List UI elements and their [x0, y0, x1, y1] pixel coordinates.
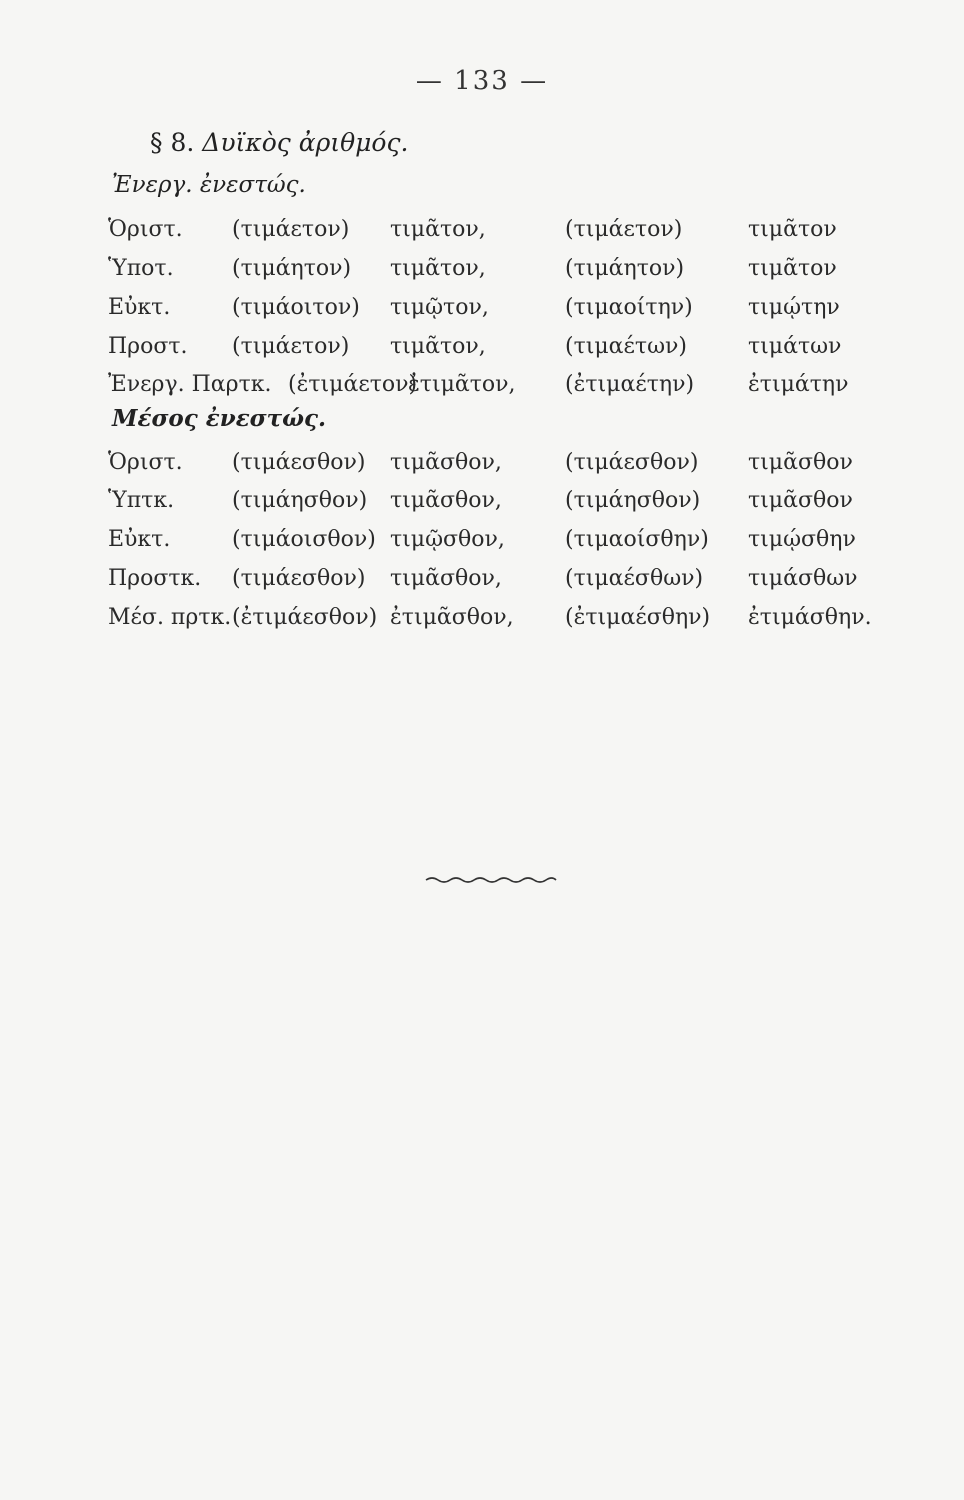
section-heading	[150, 128, 408, 157]
contracted-form: τιμᾶσθον,	[390, 566, 502, 591]
uncontracted-form: (τιμαέσθων)	[565, 566, 704, 591]
uncontracted-form: (τιμάητον)	[232, 256, 352, 281]
middle-voice-heading: Μέσος ἐνεστώς.	[112, 405, 327, 432]
mood-label: Προστκ.	[108, 566, 202, 591]
contracted-form: τιμάτων	[748, 334, 842, 359]
mood-label: Μέσ. πρτκ.	[108, 605, 232, 630]
mood-label: Ἐνεργ. Παρτκ.	[108, 372, 272, 397]
uncontracted-form: (τιμαοίτην)	[565, 295, 693, 320]
contracted-form: τιμᾶσθον	[748, 450, 853, 475]
uncontracted-form: (τιμάοισθον)	[232, 527, 376, 552]
contracted-form: τιμᾶτον,	[390, 334, 486, 359]
uncontracted-form: (τιμαοίσθην)	[565, 527, 709, 552]
uncontracted-form: (τιμαέτων)	[565, 334, 687, 359]
contracted-form: τιμῷσθον,	[390, 527, 505, 552]
uncontracted-form: (τιμάετον)	[232, 217, 350, 242]
table-row	[0, 334, 964, 368]
contracted-form: τιμῴσθην	[748, 527, 856, 552]
table-row	[0, 488, 964, 522]
uncontracted-form: (ἐτιμάετον)	[288, 372, 418, 397]
contracted-form: τιμᾶσθον	[748, 488, 853, 513]
section-symbol: § 8.	[150, 128, 195, 157]
wavy-divider	[424, 875, 558, 885]
contracted-form: τιμᾶτον	[748, 217, 837, 242]
uncontracted-form: (τιμάετον)	[565, 217, 683, 242]
contracted-form: τιμῷτον,	[390, 295, 489, 320]
mood-label: Προστ.	[108, 334, 188, 359]
uncontracted-form: (τιμάεσθον)	[232, 566, 366, 591]
table-row	[0, 527, 964, 561]
contracted-form: τιμῴτην	[748, 295, 840, 320]
table-row	[0, 450, 964, 484]
uncontracted-form: (τιμάησθον)	[232, 488, 368, 513]
contracted-form: ἐτιμάτην	[748, 372, 849, 397]
contracted-form: τιμᾶσθον,	[390, 488, 502, 513]
uncontracted-form: (τιμάεσθον)	[232, 450, 366, 475]
mood-label: Ὑπτκ.	[108, 488, 175, 513]
page-number: — 133 —	[415, 66, 549, 96]
contracted-form: τιμᾶτον,	[390, 256, 486, 281]
uncontracted-form: (τιμάετον)	[232, 334, 350, 359]
mood-label: Εὐκτ.	[108, 295, 171, 320]
uncontracted-form: (ἐτιμαέσθην)	[565, 605, 711, 630]
uncontracted-form: (τιμάοιτον)	[232, 295, 360, 320]
uncontracted-form: (τιμάητον)	[565, 256, 685, 281]
contracted-form: τιμᾶσθον,	[390, 450, 502, 475]
table-row	[0, 566, 964, 600]
contracted-form: ἐτιμάσθην.	[748, 605, 872, 630]
table-row	[0, 217, 964, 251]
table-row	[0, 372, 964, 406]
uncontracted-form: (τιμάησθον)	[565, 488, 701, 513]
uncontracted-form: (τιμάεσθον)	[565, 450, 699, 475]
mood-label: Ὁριστ.	[108, 450, 183, 475]
contracted-form: τιμᾶτον	[748, 256, 837, 281]
mood-label: Ὁριστ.	[108, 217, 183, 242]
uncontracted-form: (ἐτιμαέτην)	[565, 372, 695, 397]
active-voice-heading: Ἐνεργ. ἐνεστώς.	[112, 172, 306, 198]
contracted-form: τιμάσθων	[748, 566, 858, 591]
table-row	[0, 256, 964, 290]
contracted-form: ἐτιμᾶτον,	[408, 372, 516, 397]
section-title: Δυϊκὸς ἀριθμός.	[202, 128, 409, 157]
mood-label: Ὑποτ.	[108, 256, 174, 281]
contracted-form: ἐτιμᾶσθον,	[390, 605, 514, 630]
uncontracted-form: (ἐτιμάεσθον)	[232, 605, 378, 630]
table-row	[0, 605, 964, 639]
contracted-form: τιμᾶτον,	[390, 217, 486, 242]
mood-label: Εὐκτ.	[108, 527, 171, 552]
table-row	[0, 295, 964, 329]
